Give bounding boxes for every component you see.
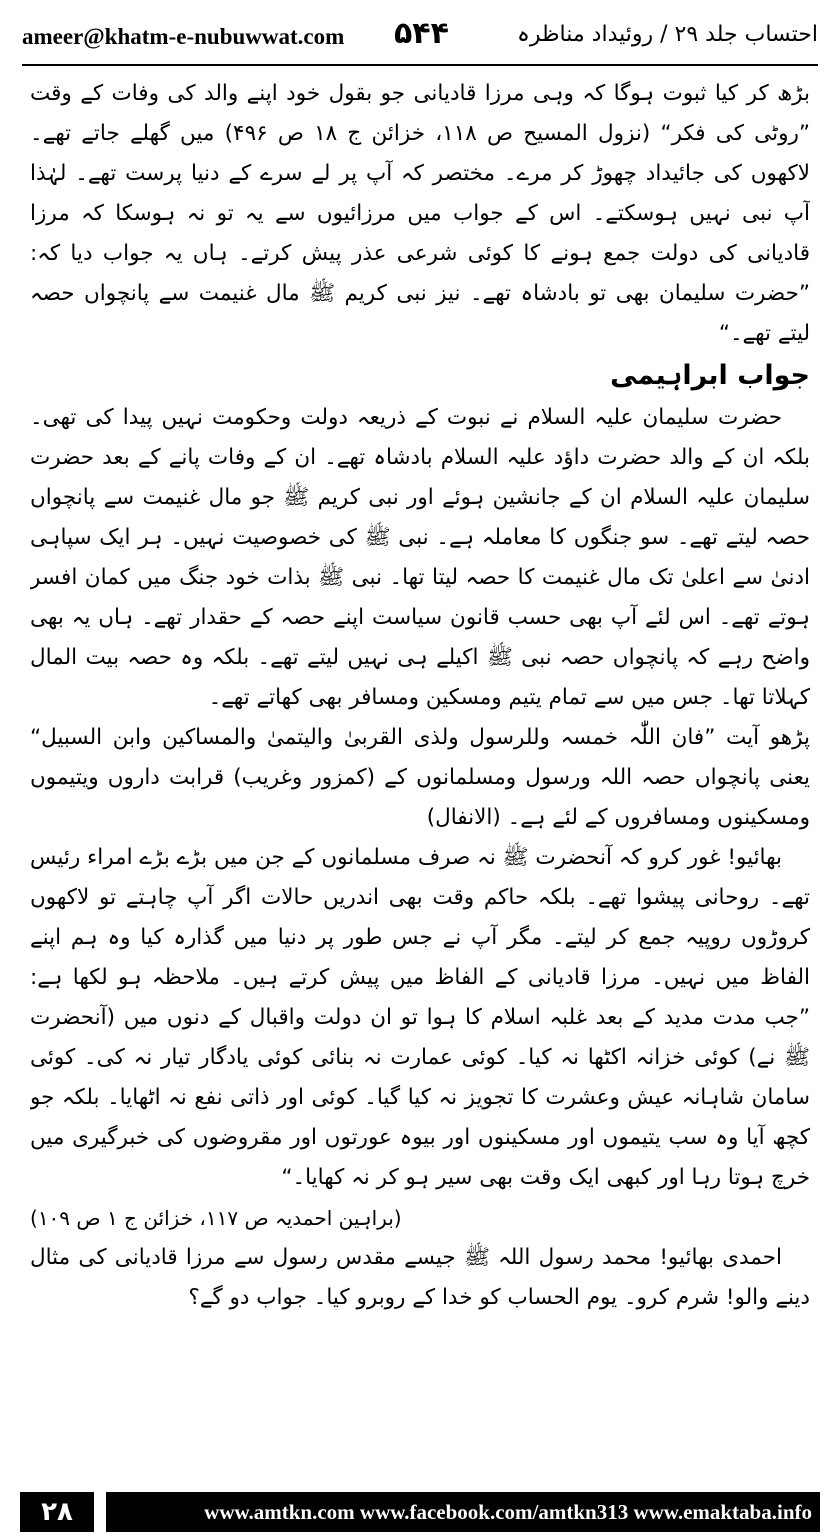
page-header [22, 14, 818, 62]
section-heading: جواب ابراہیمی [610, 360, 810, 391]
paragraph-3-quran-verse: پڑھو آیت ”فان اللّٰہ خمسہ وللرسول ولذی القربیٰ والیتمیٰ والمساکین وابن السبیل“ یعنی پانچواں حصہ اللہ ورسول ومسلمانوں کے (کمزور وغریب) قرابت داروں ویتیموں ومسکینوں ومسافروں کے لئے ہے۔ (الانفال) [30, 725, 810, 830]
footer-urls: www.amtkn.com www.facebook.com/amtkn313 www.emaktaba.info [204, 1500, 812, 1524]
paragraph-4: بھائیو! غور کرو کہ آنحضرت ﷺ نہ صرف مسلمانوں کے جن میں بڑے بڑے امراء رئیس تھے۔ روحانی پیشوا تھے۔ بلکہ حاکم وقت بھی اندریں حالات اگر آپ چاہتے تو لاکھوں کروڑوں روپیہ جمع کر لیتے۔ مگر آپ نے جس طور پر دنیا میں گذارہ کیا وہ ہم اپنے الفاظ میں نہیں۔ مرزا قادیانی کے الفاظ میں پیش کرتے ہیں۔ ملاحظہ ہو لکھا ہے: ”جب مدت مدید کے بعد غلبہ اسلام کا ہوا تو ان دولت واقبال کے دنوں میں (آنحضرت ﷺ نے) کوئی خزانہ اکٹھا نہ کیا۔ کوئی عمارت نہ بنائی کوئی یادگار تیار نہ کی۔ کوئی سامان شاہانہ عیش وعشرت کا تجویز نہ کیا گیا۔ کوئی اور ذاتی نفع نہ اٹھایا۔ بلکہ جو کچھ آیا وہ سب یتیموں اور مسکینوں اور بیوہ عورتوں اور مقروضوں کی خبرگیری میں خرچ ہوتا رہا اور کبھی ایک وقت بھی سیر ہو کر نہ کھایا۔“ [30, 845, 810, 1190]
header-title: احتساب جلد ۲۹ / روئیداد مناظرہ [517, 22, 818, 47]
header-email: ameer@khatm-e-nubuwwat.com [22, 24, 345, 49]
page-footer [20, 1492, 820, 1532]
paragraph-5: احمدی بھائیو! محمد رسول اللہ ﷺ جیسے مقدس رسول سے مرزا قادیانی کی مثال دینے والو! شرم کرو۔ یوم الحساب کو خدا کے روبرو کیا۔ جواب دو گے؟ [30, 1245, 810, 1310]
paragraph-2: حضرت سلیمان علیہ السلام نے نبوت کے ذریعہ دولت وحکومت نہیں پیدا کی تھی۔ بلکہ ان کے والد حضرت داؤد علیہ السلام بادشاہ تھے۔ ان کے وفات پانے کے بعد حضرت سلیمان علیہ السلام ان کے جانشین ہوئے اور نبی کریم ﷺ جو مال غنیمت سے پانچواں حصہ لیتے تھے۔ سو جنگوں کا معاملہ ہے۔ نبی ﷺ کی خصوصیت نہیں۔ ہر ایک سپاہی ادنیٰ سے اعلیٰ تک مال غنیمت کا حصہ لیتا تھا۔ نبی ﷺ بذات خود جنگ میں کمان افسر ہوتے تھے۔ اس لئے آپ بھی حسب قانون سیاست اپنے حصہ کے حقدار تھے۔ ہاں یہ بھی واضح رہے کہ پانچواں حصہ نبی ﷺ اکیلے ہی نہیں لیتے تھے۔ بلکہ وہ حصہ بیت المال کہلاتا تھا۔ جس میں سے تمام یتیم ومسکین ومسافر بھی کھاتے تھے۔ [30, 405, 810, 710]
footer-page-label: ۲۸ [20, 1492, 94, 1532]
paragraph-1: بڑھ کر کیا ثبوت ہوگا کہ وہی مرزا قادیانی جو بقول خود اپنے والد کی وفات کے وقت ”روٹی کی فکر“ (نزول المسیح ص ۱۱۸، خزائن ج ۱۸ ص ۴۹۶) میں گھلے جاتے تھے۔ لاکھوں کی جائیداد چھوڑ کر مرے۔ مختصر کہ آپ پر لے سرے کے دنیا پرست تھے۔ لہٰذا آپ نبی نہیں ہوسکتے۔ اس کے جواب میں مرزائیوں سے یہ تو نہ ہوسکا کہ مرزا قادیانی کی دولت جمع ہونے کا کوئی شرعی عذر پیش کرتے۔ ہاں یہ جواب دیا کہ: ”حضرت سلیمان بھی تو بادشاہ تھے۔ نیز نبی کریم ﷺ مال غنیمت سے پانچواں حصہ لیتے تھے۔“ [30, 81, 810, 346]
header-page-number: ۵۴۴ [394, 16, 449, 51]
reference-citation-wrap [30, 1198, 810, 1238]
footer-divider [94, 1492, 106, 1532]
reference-citation: (براہین احمدیہ ص ۱۱۷، خزائن ج ۱ ص ۱۰۹) [30, 1206, 402, 1230]
header-rule [22, 64, 818, 66]
body-text [30, 74, 810, 1474]
